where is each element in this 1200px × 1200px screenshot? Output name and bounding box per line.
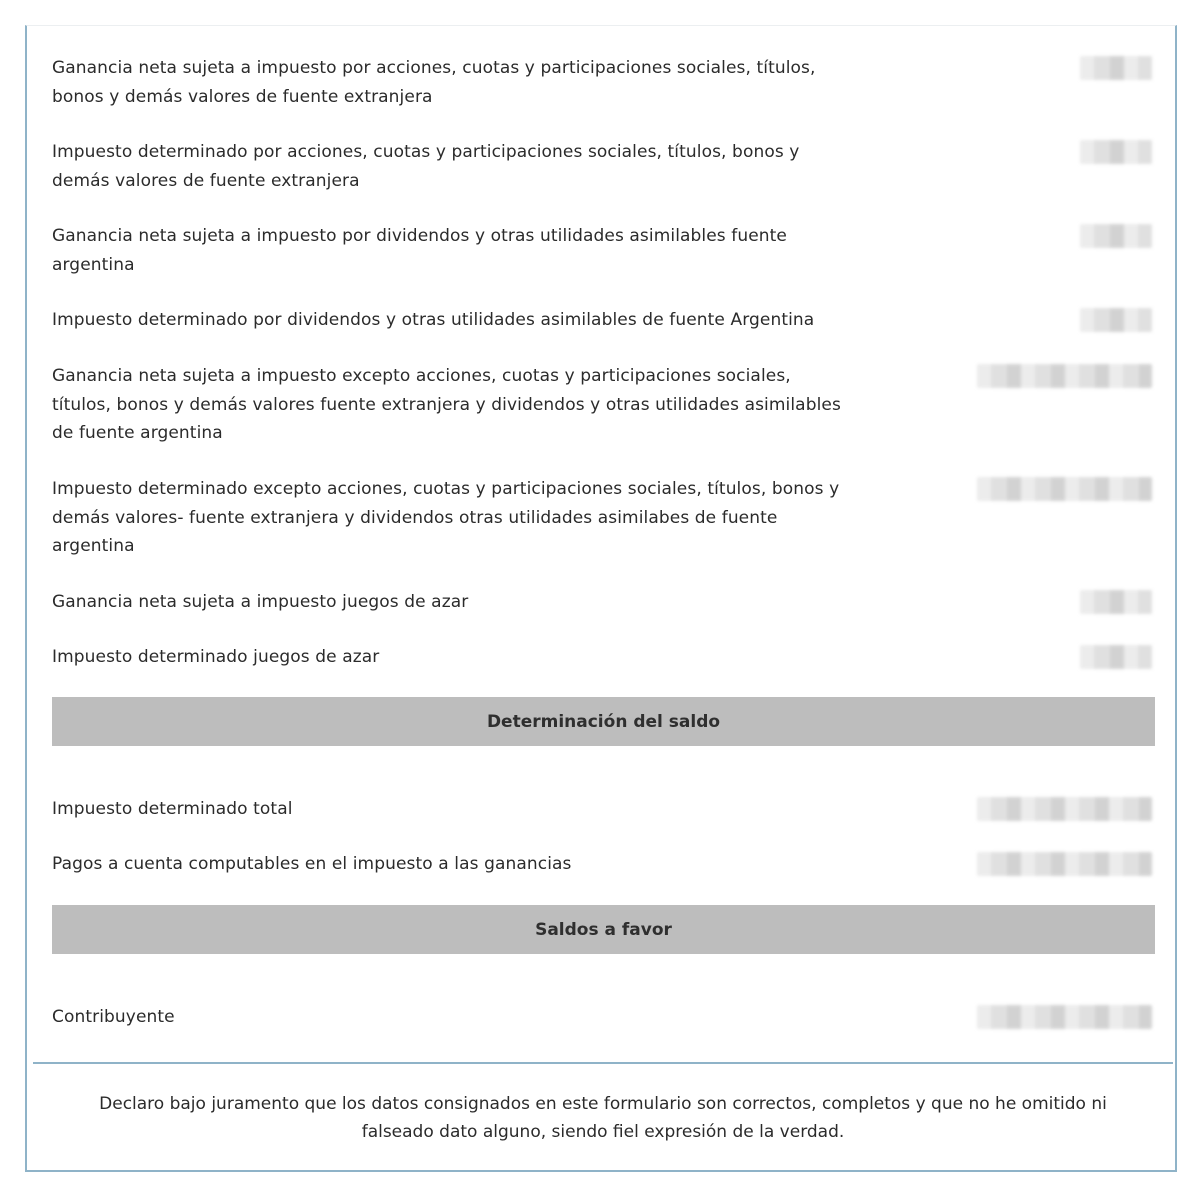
row-label: Ganancia neta sujeta a impuesto por acciones, cuotas y participaciones sociales, títulos, bonos y demás valores de fuente extranjera [52,58,816,107]
sworn-declaration-text: Declaro bajo juramento que los datos consignados en este formulario son correctos, completos y que no he omitido ni falseado dato alguno, siendo fiel expresión de la verdad. [99,1094,1107,1142]
row-label: Impuesto determinado excepto acciones, cuotas y participaciones sociales, títulos, bonos y demás valores- fuente extranjera y dividendos otras utilidades asimilabes de fuente argentina [52,479,840,556]
row-label: Impuesto determinado por acciones, cuotas y participaciones sociales, títulos, bonos y demás valores de fuente extranjera [52,142,800,191]
redacted-value [977,477,1152,501]
redacted-value [977,797,1152,821]
row-label: Contribuyente [52,1007,175,1027]
redacted-value [977,852,1152,876]
row-label: Pagos a cuenta computables en el impuesto a las ganancias [52,854,572,874]
row-label: Impuesto determinado por dividendos y otras utilidades asimilables de fuente Argentina [52,310,815,330]
row-label: Impuesto determinado juegos de azar [52,647,380,667]
section-header-determinacion-saldo: Determinación del saldo [52,697,1155,746]
divider [33,1062,1173,1064]
redacted-value [1080,56,1152,80]
row-label: Ganancia neta sujeta a impuesto excepto acciones, cuotas y participaciones sociales, títulos, bonos y demás valores fuente extranjera y dividendos y otras utilidades asimilables de fuente argentina [52,366,841,443]
row-label: Ganancia neta sujeta a impuesto juegos de azar [52,592,469,612]
redacted-value [1080,590,1152,614]
row-label: Ganancia neta sujeta a impuesto por dividendos y otras utilidades asimilables fuente argentina [52,226,787,275]
section-header-saldos-a-favor: Saldos a favor [52,905,1155,954]
redacted-value [1080,224,1152,248]
redacted-value [1080,308,1152,332]
redacted-value [977,1005,1152,1029]
tax-form-panel [25,25,1177,1172]
redacted-value [1080,645,1152,669]
redacted-value [977,364,1152,388]
redacted-value [1080,140,1152,164]
row-label: Impuesto determinado total [52,799,293,819]
